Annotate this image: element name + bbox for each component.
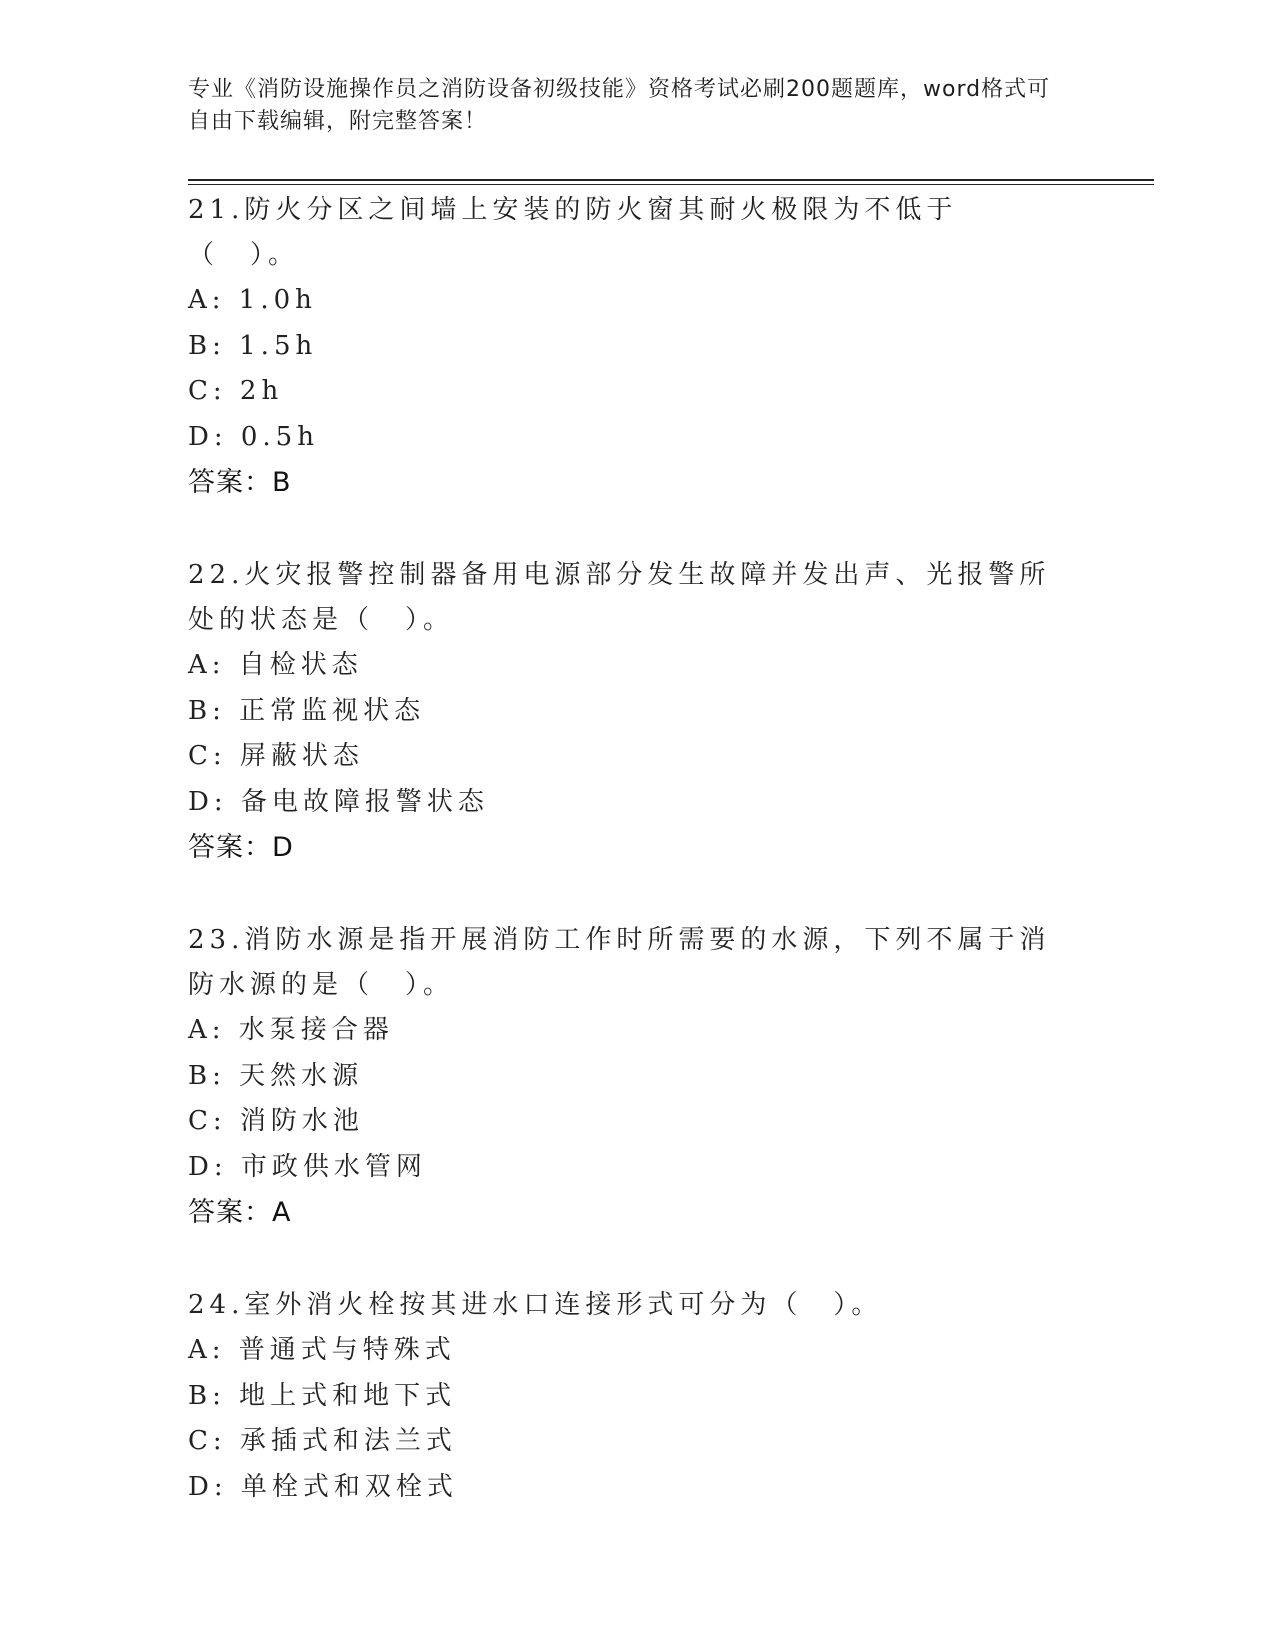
option-a: A: 普通式与特殊式 (188, 1335, 456, 1365)
answer-label: 答案：A (188, 1197, 292, 1228)
option-b: B: 正常监视状态 (188, 695, 426, 726)
option-d: D: 0.5h (188, 421, 319, 452)
option-d: D: 备电故障报警状态 (188, 786, 489, 817)
question-gap (188, 506, 1088, 553)
question-stem: 22.火灾报警控制器备用电源部分发生故障并发出声、光报警所处的状态是（ ）。 (188, 560, 1051, 635)
option-a: A: 1.0h (188, 285, 317, 315)
option-b: B: 1.5h (188, 330, 318, 361)
document-header: 专业《消防设施操作员之消防设备初级技能》资格考试必刷200题题库，word格式可自由下载编辑，附完整答案！ (188, 77, 1051, 134)
question-21 (188, 188, 1088, 506)
question-24 (188, 1283, 1088, 1510)
header-divider-thick (188, 179, 1154, 181)
question-gap (188, 1236, 1088, 1283)
header-divider-thin (188, 184, 1154, 185)
answer-label: 答案：B (188, 467, 292, 498)
option-d: D: 市政供水管网 (188, 1151, 427, 1182)
option-a: A: 水泵接合器 (188, 1015, 394, 1045)
option-b: B: 地上式和地下式 (188, 1380, 457, 1411)
question-22 (188, 553, 1088, 871)
question-gap (188, 871, 1088, 918)
option-c: C: 屏蔽状态 (188, 741, 364, 771)
option-b: B: 天然水源 (188, 1060, 364, 1091)
option-c: C: 消防水池 (188, 1106, 364, 1136)
answer-label: 答案：D (188, 832, 294, 863)
question-stem: 24.室外消火栓按其进水口连接形式可分为（ ）。 (188, 1290, 883, 1320)
option-a: A: 自检状态 (188, 650, 363, 680)
option-c: C: 2h (188, 376, 284, 406)
question-list (188, 188, 1088, 1510)
question-stem: 23.消防水源是指开展消防工作时所需要的水源，下列不属于消防水源的是（ ）。 (188, 925, 1051, 1000)
question-23 (188, 918, 1088, 1236)
option-c: C: 承插式和法兰式 (188, 1426, 457, 1456)
option-d: D: 单栓式和双栓式 (188, 1471, 458, 1502)
question-stem: 21.防火分区之间墙上安装的防火窗其耐火极限为不低于（ ）。 (188, 195, 958, 270)
